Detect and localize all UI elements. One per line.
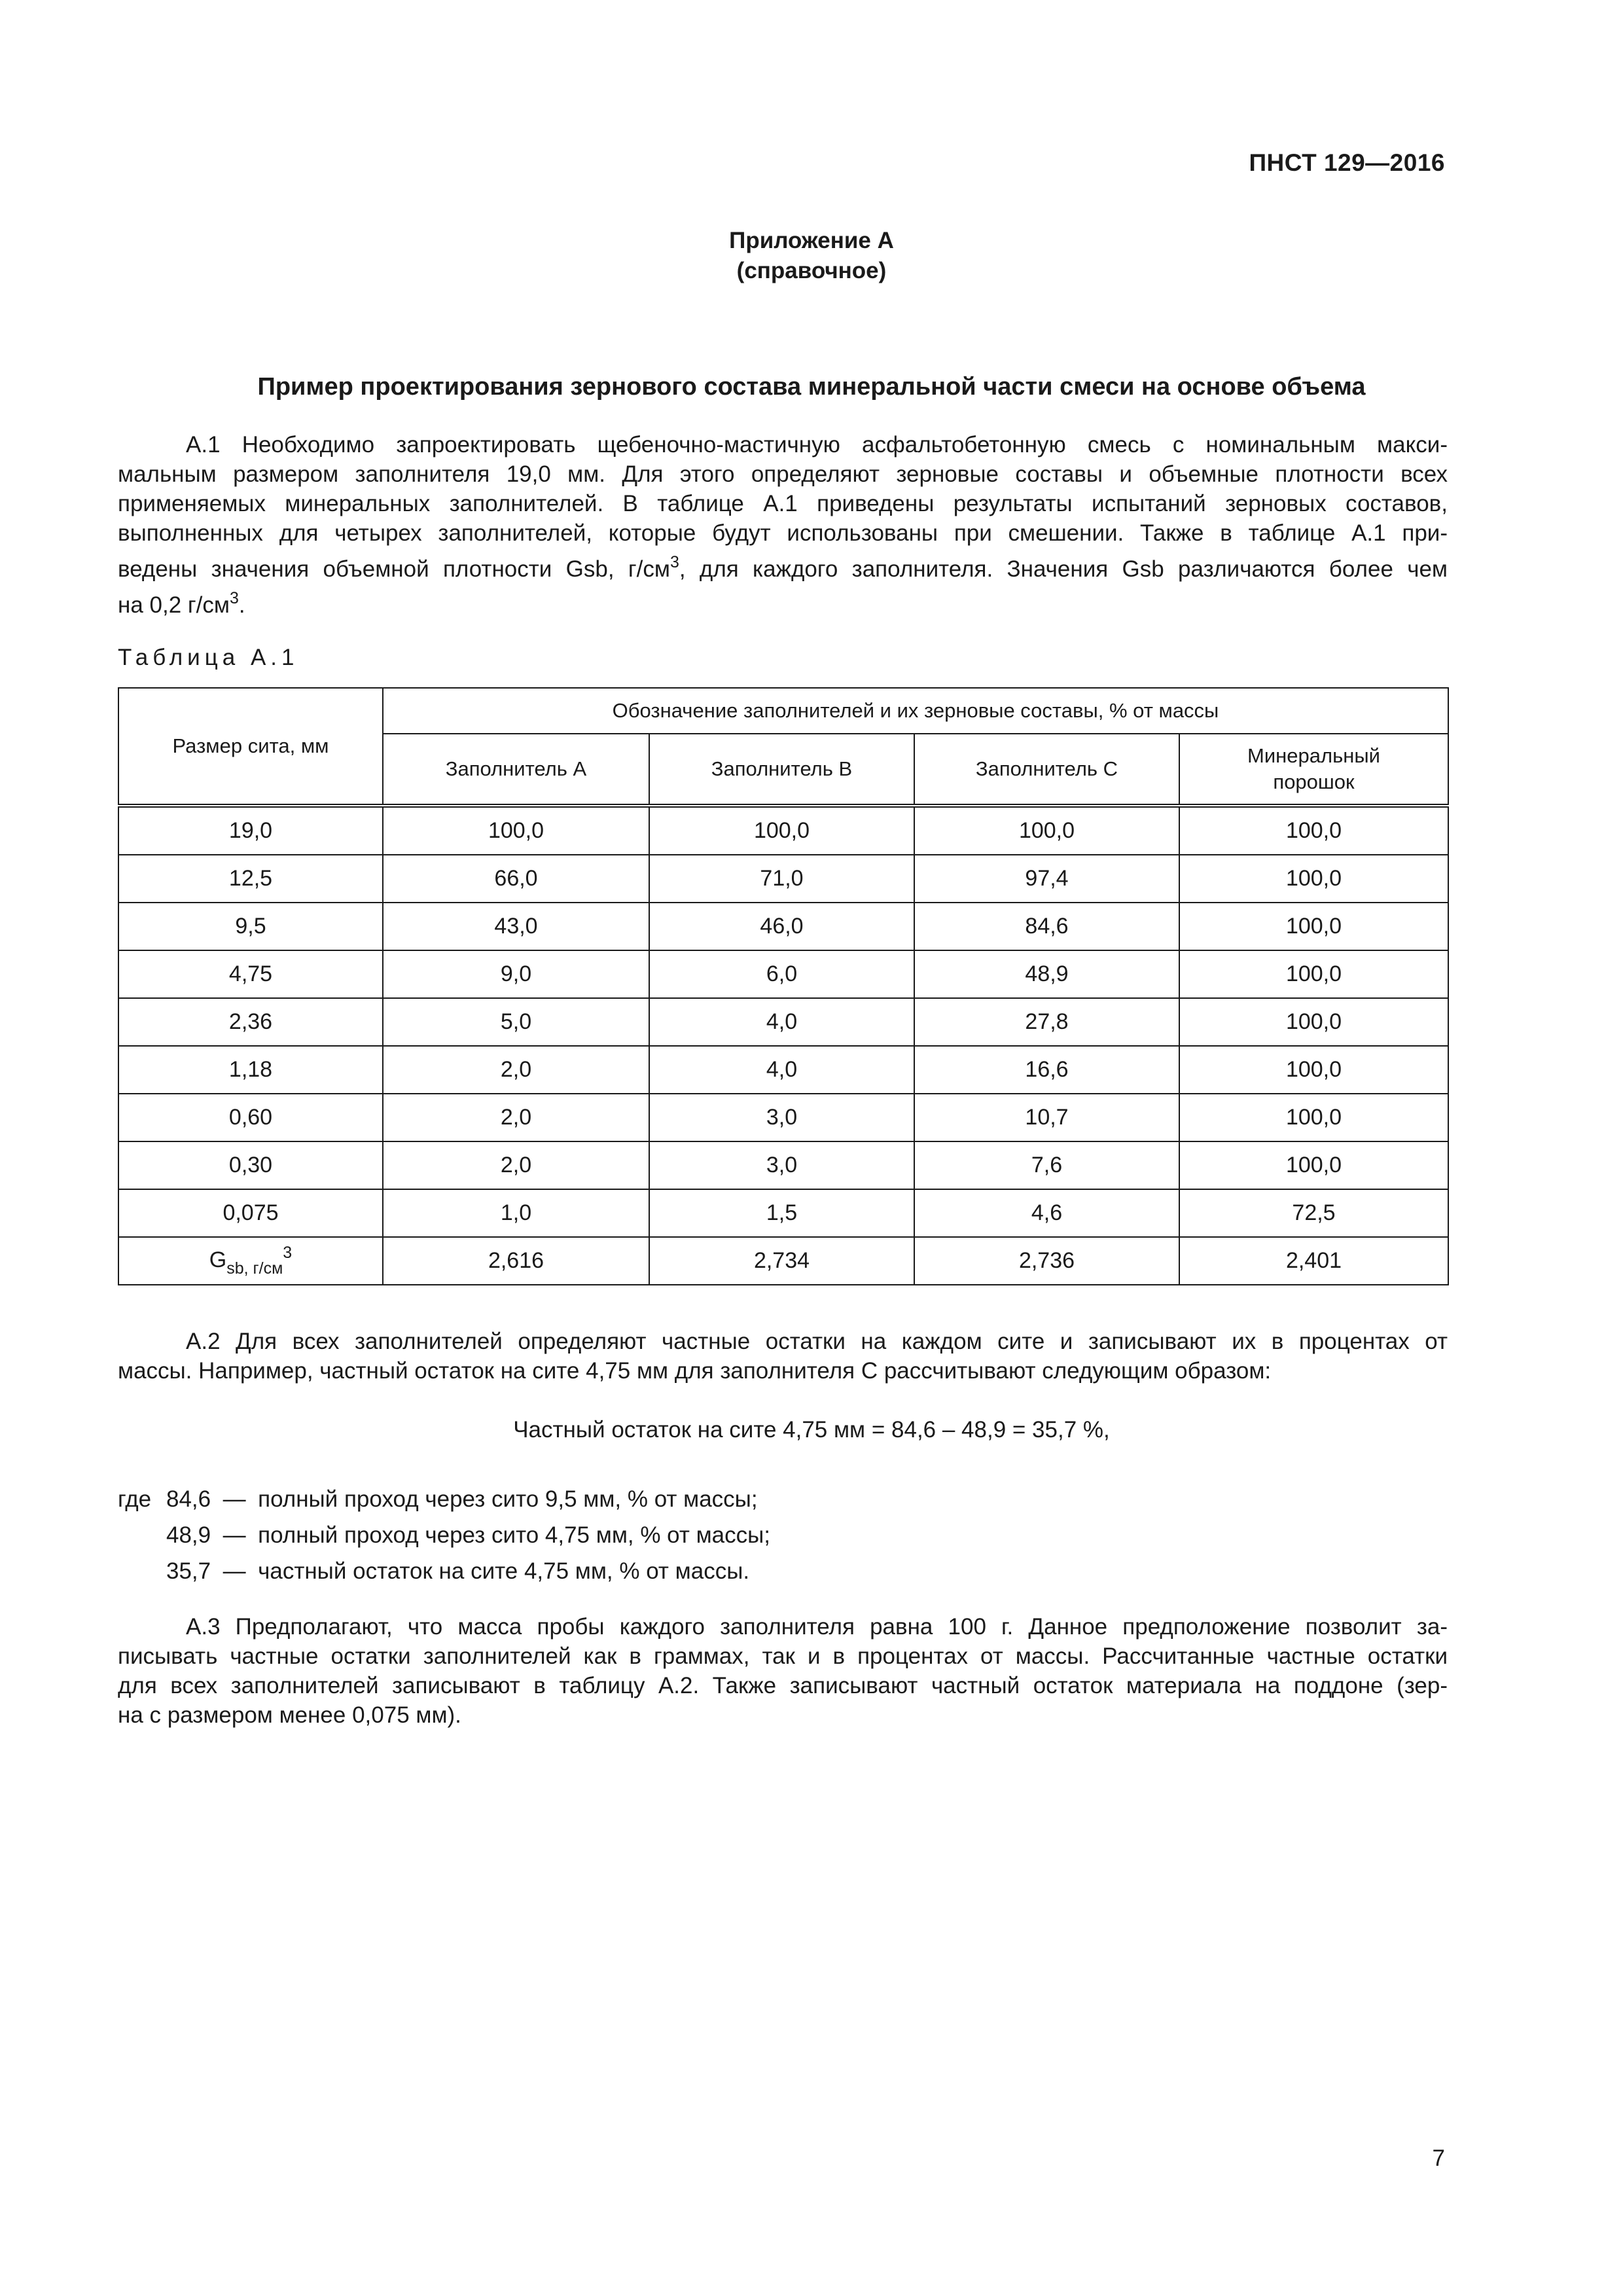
paragraph-line: А.2 Для всех заполнителей определяют частные остатки на каждом сите и записывают их в процентах от <box>186 1329 1448 1354</box>
table-row <box>118 1046 1448 1094</box>
table-cell: 1,5 <box>649 1189 914 1237</box>
grading-table <box>118 687 1449 1285</box>
table-row <box>118 1094 1448 1141</box>
table-cell: 100,0 <box>1179 806 1448 855</box>
table-cell: 4,0 <box>649 998 914 1046</box>
table-cell: 100,0 <box>914 806 1179 855</box>
table-cell: 2,0 <box>383 1094 649 1141</box>
table-cell: 1,18 <box>118 1046 383 1094</box>
table-caption: Таблица А.1 <box>118 645 299 670</box>
table-cell: 46,0 <box>649 903 914 950</box>
header-aggregate-b: Заполнитель В <box>649 734 914 806</box>
paragraph-line: выполненных для четырех заполнителей, которые будут использованы при смешении. Также в таблице А.1 при- <box>118 520 1448 546</box>
page-number: 7 <box>1432 2145 1445 2171</box>
gsb-label-cell: $G_{sb, г/см}^3$ <box>118 1237 383 1285</box>
header-aggregate-group: Обозначение заполнителей и их зерновые составы, % от массы <box>383 688 1448 734</box>
paragraph-line: применяемых минеральных заполнителей. В таблице А.1 приведены результаты испытаний зерновых составов, <box>118 491 1448 516</box>
table-cell: 4,6 <box>914 1189 1179 1237</box>
table-cell: 71,0 <box>649 855 914 903</box>
standard-code: ПНСТ 129—2016 <box>1249 149 1445 176</box>
header-mineral-powder: Минеральный порошок <box>1179 734 1448 806</box>
table-cell: 10,7 <box>914 1094 1179 1141</box>
table-cell: 100,0 <box>1179 998 1448 1046</box>
table-cell: 2,616 <box>383 1237 649 1285</box>
table-cell: 0,60 <box>118 1094 383 1141</box>
table-cell: 100,0 <box>1179 1141 1448 1189</box>
table-row <box>118 1141 1448 1189</box>
paragraph-line: ведены значения объемной плотности Gsb, $г/см^3$, для каждого заполнителя. Значения Gsb различаются более чем <box>118 553 1448 582</box>
appendix-subtitle: (справочное) <box>736 258 887 283</box>
header-sieve-size: Размер сита, мм <box>118 688 383 806</box>
section-title: Пример проектирования зернового состава минеральной части смеси на основе объема <box>257 373 1366 401</box>
table-cell: 2,0 <box>383 1141 649 1189</box>
formula: Частный остаток на сите 4,75 мм = 84,6 – 48,9 = 35,7 %, <box>513 1417 1110 1443</box>
table-cell: 19,0 <box>118 806 383 855</box>
table-cell: 100,0 <box>649 806 914 855</box>
table-cell: 2,0 <box>383 1046 649 1094</box>
table-cell: 0,30 <box>118 1141 383 1189</box>
table-cell: 97,4 <box>914 855 1179 903</box>
table-cell: 9,0 <box>383 950 649 998</box>
table-cell: 72,5 <box>1179 1189 1448 1237</box>
table-cell: 100,0 <box>383 806 649 855</box>
table-cell: 2,736 <box>914 1237 1179 1285</box>
table-cell: 48,9 <box>914 950 1179 998</box>
where-item: 48,9 — полный проход через сито 4,75 мм, % от массы; <box>166 1522 771 1548</box>
table-cell: 100,0 <box>1179 1094 1448 1141</box>
table-cell: 100,0 <box>1179 1046 1448 1094</box>
table-cell: 84,6 <box>914 903 1179 950</box>
paragraph-a3 <box>118 1612 1448 1730</box>
table-cell: 2,36 <box>118 998 383 1046</box>
table-cell: 3,0 <box>649 1141 914 1189</box>
table-body <box>118 806 1448 1285</box>
paragraph-line: А.1 Необходимо запроектировать щебеночно-мастичную асфальтобетонную смесь с номинальным макси- <box>186 432 1448 457</box>
where-item: 35,7 — частный остаток на сите 4,75 мм, % от массы. <box>166 1558 750 1584</box>
table-cell: 5,0 <box>383 998 649 1046</box>
paragraph-a1 <box>118 430 1448 620</box>
table-row <box>118 855 1448 903</box>
appendix-title: Приложение А <box>729 228 894 253</box>
paragraph-line: на 0,2 $г/см^3$. <box>118 589 245 618</box>
table-cell: 27,8 <box>914 998 1179 1046</box>
table-row <box>118 1189 1448 1237</box>
paragraph-line: А.3 Предполагают, что масса пробы каждого заполнителя равна 100 г. Данное предположение позволит за- <box>186 1614 1448 1640</box>
table-cell: 100,0 <box>1179 950 1448 998</box>
table-row <box>118 998 1448 1046</box>
paragraph-line: для всех заполнителей записывают в таблицу А.2. Также записывают частный остаток материала на поддоне (зер- <box>118 1673 1448 1698</box>
table-cell: 4,0 <box>649 1046 914 1094</box>
table-cell: 7,6 <box>914 1141 1179 1189</box>
table-cell: 2,401 <box>1179 1237 1448 1285</box>
table-cell: 3,0 <box>649 1094 914 1141</box>
table-cell: 100,0 <box>1179 903 1448 950</box>
table-cell: 9,5 <box>118 903 383 950</box>
table-cell: 43,0 <box>383 903 649 950</box>
table-cell: 12,5 <box>118 855 383 903</box>
table-row <box>118 903 1448 950</box>
paragraph-line: массы. Например, частный остаток на сите 4,75 мм для заполнителя С рассчитывают следующим образом: <box>118 1358 1272 1384</box>
header-aggregate-a: Заполнитель А <box>383 734 649 806</box>
table-row-gsb <box>118 1237 1448 1285</box>
paragraph-a2 <box>118 1327 1448 1386</box>
table-cell: 0,075 <box>118 1189 383 1237</box>
table-cell: 66,0 <box>383 855 649 903</box>
appendix-heading <box>0 226 1623 286</box>
table-cell: 100,0 <box>1179 855 1448 903</box>
table-cell: 6,0 <box>649 950 914 998</box>
header-aggregate-c: Заполнитель С <box>914 734 1179 806</box>
paragraph-line: писывать частные остатки заполнителей как в граммах, так и в процентах от массы. Рассчитанные частные остатки <box>118 1643 1448 1669</box>
table-cell: 2,734 <box>649 1237 914 1285</box>
table-cell: 4,75 <box>118 950 383 998</box>
table-cell: 16,6 <box>914 1046 1179 1094</box>
table-cell: 1,0 <box>383 1189 649 1237</box>
paragraph-line: на с размером менее 0,075 мм). <box>118 1702 461 1728</box>
table-row <box>118 950 1448 998</box>
table-row <box>118 806 1448 855</box>
where-item: где 84,6 — полный проход через сито 9,5 мм, % от массы; <box>118 1486 758 1512</box>
paragraph-line: мальным размером заполнителя 19,0 мм. Для этого определяют зерновые составы и объемные плотности всех <box>118 461 1448 487</box>
